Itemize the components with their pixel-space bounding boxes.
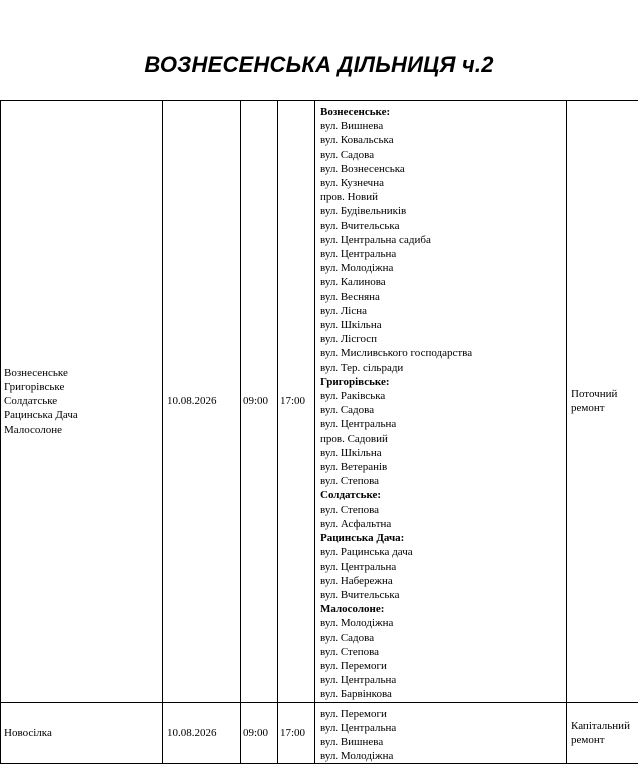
street-name: вул. Центральна [320,418,397,431]
street-name: вул. Садова [320,631,375,644]
street-name: вул. Весняна [320,290,380,303]
place-name: Малосолоне [4,423,63,436]
start-time-cell [241,101,278,703]
outage-date: 10.08.2026 [167,395,217,408]
places-cell [1,101,163,703]
street-name: вул. Степова [320,475,380,488]
place-name: Рацинська Дача [4,409,78,422]
document-title: ВОЗНЕСЕНСЬКА ДІЛЬНИЦЯ ч.2 [144,52,494,77]
place-name: Солдатське [4,395,58,408]
street-name: вул. Лісна [320,304,367,317]
street-name: вул. Калинова [320,276,386,289]
places-cell [1,702,163,764]
settlement-heading: Малосолоне: [320,603,385,616]
street-name: вул. Молодіжна [320,617,394,630]
street-name: вул. Лісгосп [320,333,378,346]
street-name: вул. Мисливського господарства [320,347,473,360]
street-name: вул. Будівельників [320,205,407,218]
work-type-cell [567,101,638,703]
street-name: вул. Кузнечна [320,177,384,190]
street-name: вул. Вчительська [320,219,400,232]
street-name: вул. Молодіжна [320,262,394,275]
street-name: вул. Вчительська [320,588,400,601]
settlement-heading: Вознесенське: [320,106,391,118]
work-type: ремонт [571,733,605,746]
street-name: вул. Шкільна [320,446,382,459]
street-name: вул. Рацинська дача [320,546,413,559]
street-name: вул. Шкільна [320,319,382,332]
outage-schedule-table [0,100,638,764]
table-body [1,101,638,764]
street-name: вул. Тер. сільради [320,361,404,374]
street-name: вул. Центральна садиба [320,233,431,246]
street-name: вул. Асфальтна [320,517,392,530]
street-name: вул. Ковальська [320,134,394,147]
start-time-cell [241,702,278,764]
street-name: вул. Ветеранів [320,461,388,474]
street-name: вул. Степова [320,503,380,516]
work-type: Капітальний [571,719,630,732]
outage-date: 10.08.2026 [167,726,217,739]
end-time-cell [278,101,315,703]
street-name: вул. Центральна [320,560,397,573]
street-name: пров. Новий [320,191,378,204]
street-name: вул. Перемоги [320,659,387,672]
street-name: вул. Садова [320,404,375,417]
work-type: Поточний [571,388,618,401]
street-name: вул. Степова [320,645,380,658]
end-time: 17:00 [280,726,306,739]
work-type: ремонт [571,402,605,415]
street-name: пров. Садовий [320,432,388,445]
street-name: вул. Барвінкова [320,688,392,701]
street-name: вул. Вишнева [320,120,384,133]
settlement-heading: Рацинська Дача: [320,532,405,545]
street-name: вул. Центральна [320,674,397,687]
streets-cell [315,101,567,703]
street-name: вул. Центральна [320,248,397,261]
street-name: вул. Садова [320,148,375,161]
end-time-cell [278,702,315,764]
street-name: вул. Центральна [320,721,397,734]
start-time: 09:00 [243,726,269,739]
table-row [1,101,638,703]
settlement-heading: Григорівське: [320,375,390,388]
street-name: вул. Вишнева [320,735,384,748]
place-name: Вознесенське [4,366,68,379]
place-name: Новосілка [4,726,52,739]
street-name: вул. Вознесенська [320,162,405,175]
work-type-cell [567,702,638,764]
date-cell [163,702,241,764]
streets-cell [315,702,567,764]
table-row [1,702,638,764]
start-time: 09:00 [243,395,269,408]
street-name: вул. Раківська [320,390,386,403]
street-name: вул. Перемоги [320,707,387,720]
street-name: вул. Набережна [320,574,393,587]
date-cell [163,101,241,703]
end-time: 17:00 [280,395,306,408]
settlement-heading: Солдатське: [320,489,382,502]
street-name: вул. Молодіжна [320,750,394,763]
place-name: Григорівське [4,380,65,393]
